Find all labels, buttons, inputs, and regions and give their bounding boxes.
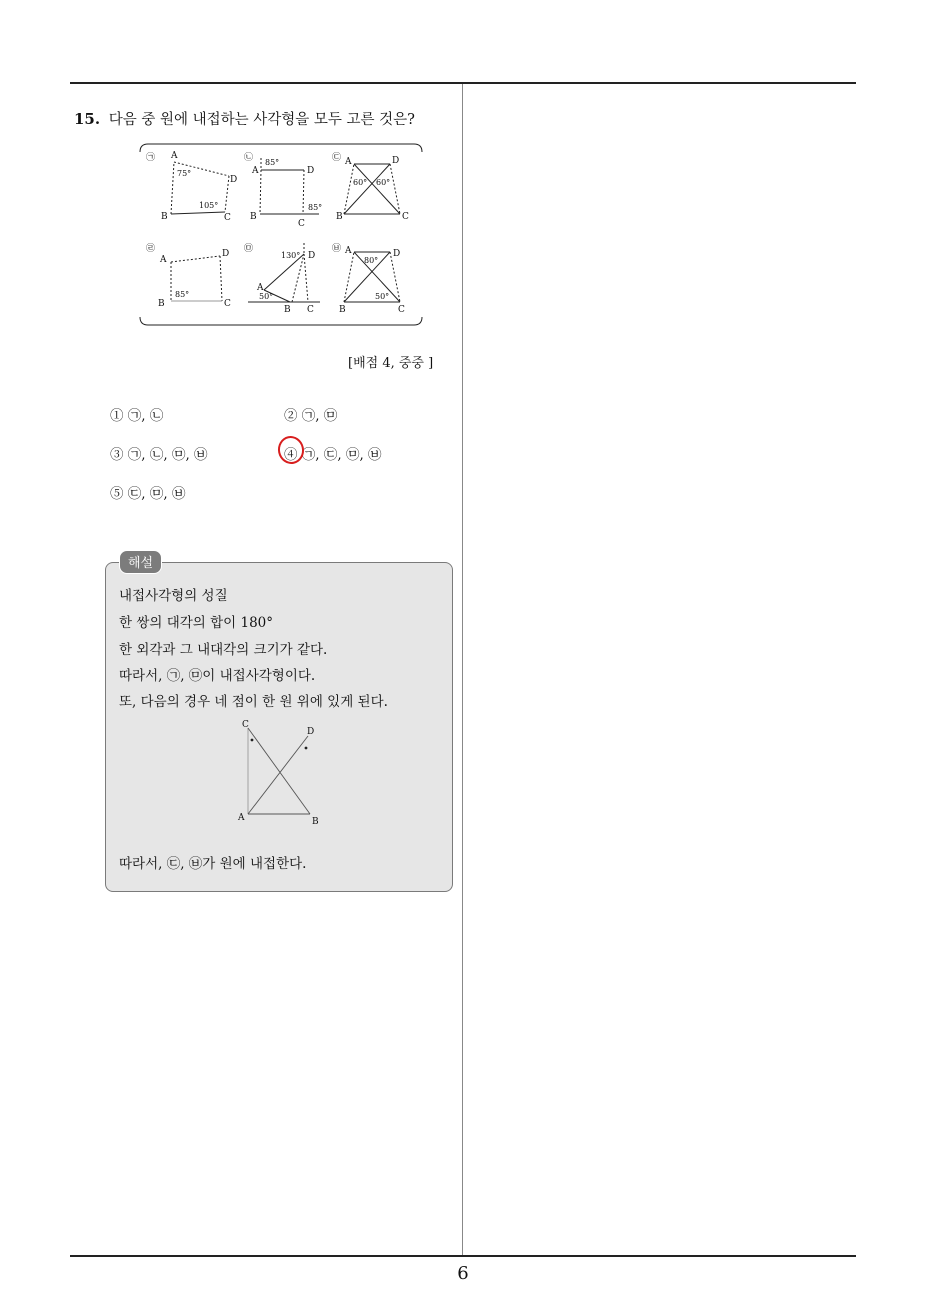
solution-line: 또, 다음의 경우 네 점이 한 원 위에 있게 된다. xyxy=(119,694,388,710)
solution-line: 따라서, ㉢, ㉥가 원에 내접한다. xyxy=(119,856,307,872)
solution-figure xyxy=(230,716,330,835)
svg-text:A: A xyxy=(345,157,352,167)
svg-text:75°: 75° xyxy=(177,169,192,178)
svg-text:D: D xyxy=(307,166,315,176)
svg-text:B: B xyxy=(312,817,319,827)
column-divider xyxy=(462,84,463,1256)
svg-text:60°: 60° xyxy=(353,178,368,187)
svg-text:C: C xyxy=(242,720,249,730)
choice-1[interactable] xyxy=(110,404,163,424)
svg-text:A: A xyxy=(257,283,264,293)
choice-text: ㉠, ㉡ xyxy=(127,408,164,424)
svg-text:B: B xyxy=(336,212,343,222)
svg-text:B: B xyxy=(158,299,165,309)
svg-text:C: C xyxy=(307,305,314,315)
svg-text:C: C xyxy=(224,213,231,223)
quad-3 xyxy=(344,164,400,214)
solution-line: 한 외각과 그 내대각의 크기가 같다. xyxy=(119,642,328,658)
svg-text:A: A xyxy=(171,151,178,161)
svg-text:A: A xyxy=(238,813,245,823)
svg-text:50°: 50° xyxy=(259,292,274,301)
svg-text:B: B xyxy=(284,305,291,315)
svg-text:A: A xyxy=(160,255,167,265)
page-number: 6 xyxy=(457,1263,469,1284)
marker-5: ㉤ xyxy=(244,244,254,254)
quadrilaterals-figure xyxy=(134,140,426,330)
choice-number: ① xyxy=(110,408,124,424)
svg-text:85°: 85° xyxy=(265,158,280,167)
choice-5[interactable] xyxy=(110,482,185,502)
choice-3[interactable] xyxy=(110,443,208,463)
choice-text: ㉠, ㉢, ㉤, ㉥ xyxy=(301,447,382,463)
choice-number: ② xyxy=(284,408,298,424)
choice-number: ④ xyxy=(284,447,298,463)
choice-number: ⑤ xyxy=(110,486,124,502)
marker-6: ㉥ xyxy=(332,244,342,254)
crossed-segments-figure xyxy=(230,716,330,831)
svg-text:D: D xyxy=(222,249,230,259)
choice-number: ③ xyxy=(110,447,124,463)
solution-line: 한 쌍의 대각의 합이 180° xyxy=(119,615,274,631)
svg-text:130°: 130° xyxy=(281,251,301,260)
svg-text:50°: 50° xyxy=(375,292,390,301)
svg-text:B: B xyxy=(161,212,168,222)
marker-3: ㉢ xyxy=(332,153,342,163)
svg-text:C: C xyxy=(398,305,405,315)
choice-text: ㉢, ㉤, ㉥ xyxy=(127,486,186,502)
svg-text:A: A xyxy=(252,166,259,176)
score-info: [배점 4, 중중 ] xyxy=(348,356,434,371)
svg-text:D: D xyxy=(392,156,400,166)
marker-2: ㉡ xyxy=(244,153,254,163)
svg-text:D: D xyxy=(308,251,316,261)
choice-text: ㉠, ㉡, ㉤, ㉥ xyxy=(127,447,208,463)
svg-text:C: C xyxy=(402,212,409,222)
svg-text:85°: 85° xyxy=(175,290,190,299)
svg-text:D: D xyxy=(307,727,315,737)
svg-text:85°: 85° xyxy=(308,203,323,212)
bottom-rule xyxy=(70,1255,856,1257)
marker-1: ㉠ xyxy=(146,153,156,163)
question-text: 다음 중 원에 내접하는 사각형을 모두 고른 것은? xyxy=(108,112,415,128)
svg-text:B: B xyxy=(250,212,257,222)
solution-tab: 해설 xyxy=(119,550,162,574)
svg-text:D: D xyxy=(230,175,238,185)
top-rule xyxy=(70,82,856,84)
svg-text:60°: 60° xyxy=(376,178,391,187)
svg-text:80°: 80° xyxy=(364,256,379,265)
svg-text:A: A xyxy=(345,246,352,256)
svg-text:C: C xyxy=(224,299,231,309)
svg-text:B: B xyxy=(339,305,346,315)
svg-text:C: C xyxy=(298,219,305,229)
choice-text: ㉠, ㉤ xyxy=(301,408,338,424)
problem-figure xyxy=(134,140,426,330)
solution-line: 내접사각형의 성질 xyxy=(119,588,228,604)
choice-2[interactable] xyxy=(284,404,337,424)
question-header xyxy=(74,108,415,129)
svg-text:105°: 105° xyxy=(199,201,219,210)
marker-4: ㉣ xyxy=(146,244,156,254)
question-number: 15. xyxy=(74,110,101,128)
svg-text:D: D xyxy=(393,249,401,259)
solution-line: 따라서, ㉠, ㉤이 내접사각형이다. xyxy=(119,668,316,684)
